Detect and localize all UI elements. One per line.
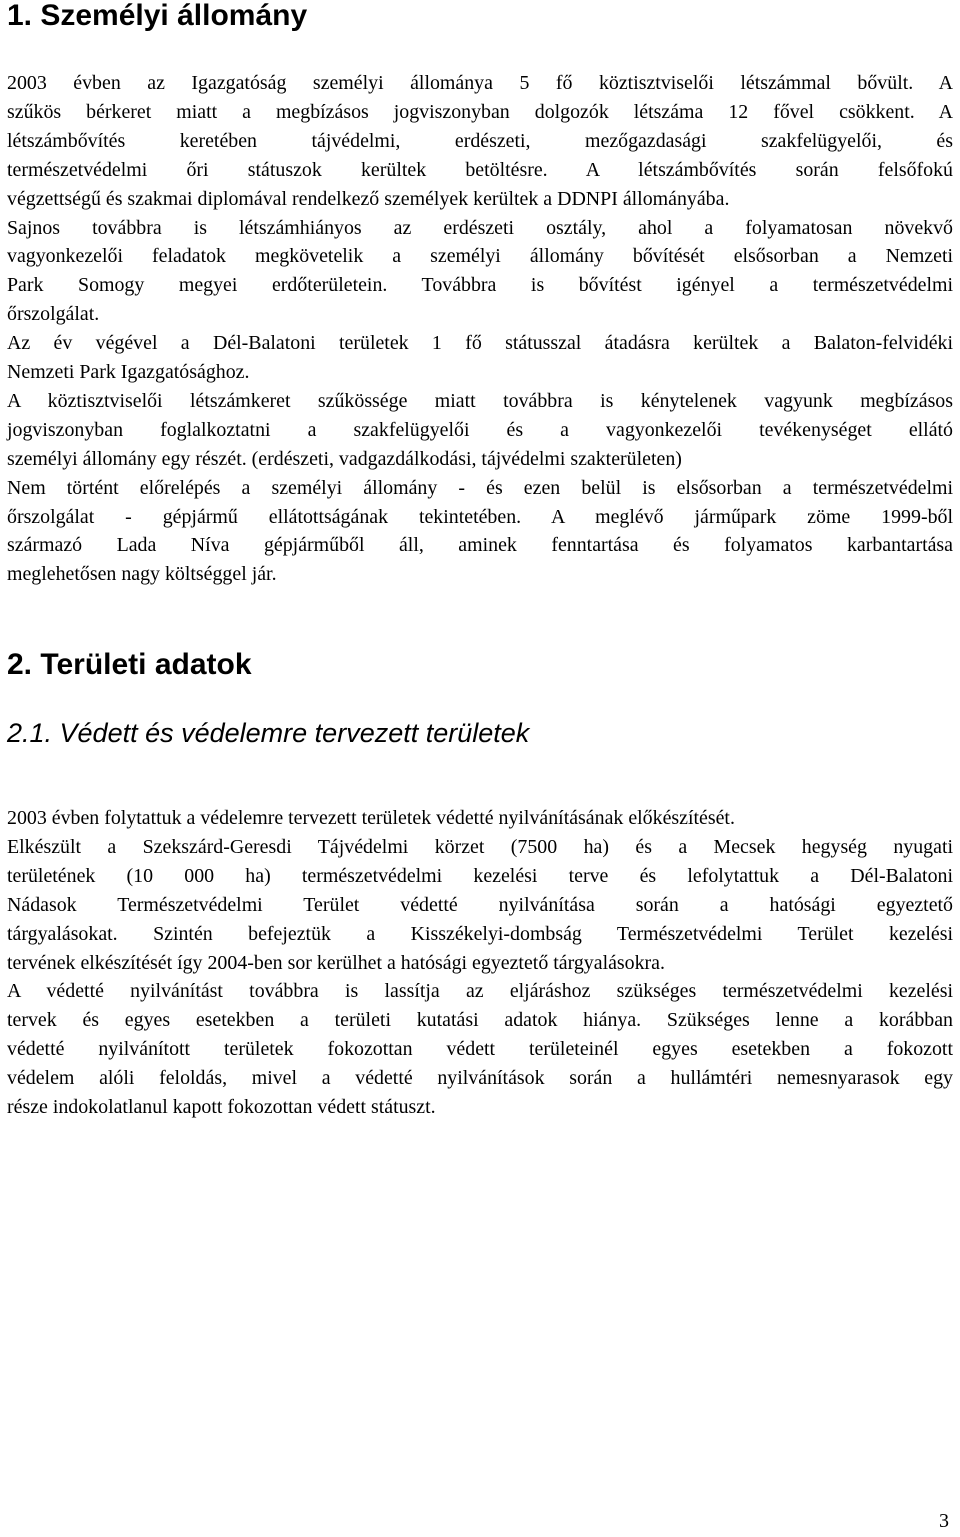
text-line: Park Somogy megyei erdőterületein. Továbbra is bővítést igényel a természetvédelmi [7,274,953,297]
section-1-heading: 1. Személyi állomány [7,0,308,32]
text-line: védetté nyilvánított területek fokozottan védett területeinél egyes esetekben a fokozott [7,1038,953,1061]
text-line: védelem alóli feloldás, mivel a védetté nyilvánítások során a hullámtéri nemesnyarasok egy [7,1067,953,1090]
text-line: része indokolatlanul kapott fokozottan védett státuszt. [7,1096,436,1118]
text-line: származó Lada Níva gépjárműből áll, aminek fenntartása és folyamatos karbantartása [7,534,953,557]
text-line: végzettségű és szakmai diplomával rendelkező személyek kerültek a DDNPI állományába. [7,187,730,210]
text-line: Az év végével a Dél-Balatoni területek 1 fő státusszal átadásra kerültek a Balaton-felvidéki [7,332,953,355]
text-line: személyi állomány egy részét. (erdészeti, vadgazdálkodási, tájvédelmi szakterületen) [7,447,682,470]
text-line: jogviszonyban foglalkoztatni a szakfelügyelői és a vagyonkezelői tevékenységet ellátó [7,418,953,441]
section-2-1-heading: 2.1. Védett és védelemre tervezett területek [7,718,530,748]
text-line: őrszolgálat - gépjármű ellátottságának tekintetében. A meglévő járműpark zöme 1999-ből [7,505,953,528]
text-line: 2003 évben folytattuk a védelemre tervezett területek védetté nyilvánításának előkészítését. [7,807,735,829]
text-line: vagyonkezelői feladatok megkövetelik a személyi állomány bővítését elsősorban a Nemzeti [7,245,953,268]
text-line: tervének elkészítését így 2004-ben sor kerülhet a hatósági egyeztető tárgyalásokra. [7,951,665,974]
text-line: Nem történt előrelépés a személyi állomány - és ezen belül is elsősorban a természetvédelmi [7,476,953,499]
text-line: tárgyalásokat. Szintén befejeztük a Kisszékelyi-dombság Természetvédelmi Terület kezelési [7,922,953,945]
text-line: őrszolgálat. [7,303,100,326]
page-number: 3 [939,1510,949,1532]
text-line: létszámbővítés keretében tájvédelmi, erdészeti, mezőgazdasági szakfelügyelői, és [7,129,953,152]
text-line: területének (10 000 ha) természetvédelmi kezelési terve és lefolytattuk a Dél-Balatoni [7,864,953,887]
text-line: Nádasok Természetvédelmi Terület védetté nyilvánítása során a hatósági egyeztető [7,893,953,916]
text-line: tervek és egyes esetekben a területi kutatási adatok hiánya. Szükséges lenne a korábban [7,1009,953,1032]
text-line: Elkészült a Szekszárd-Geresdi Tájvédelmi körzet (7500 ha) és a Mecsek hegység nyugati [7,835,953,858]
text-line: 2003 évben az Igazgatóság személyi állománya 5 fő köztisztviselői létszámmal bővült. A [7,72,953,94]
text-line: természetvédelmi őri státuszok kerültek betöltésre. A létszámbővítés során felsőfokú [7,158,953,181]
text-line: Nemzeti Park Igazgatósághoz. [7,361,250,383]
text-line: A köztisztviselői létszámkeret szűkössége miatt továbbra is kénytelenek vagyunk megbízásos [7,389,953,412]
text-line: A védetté nyilvánítást továbbra is lassítja az eljáráshoz szükséges természetvédelmi kezelési [7,980,953,1003]
text-line: szűkös bérkeret miatt a megbízásos jogviszonyban dolgozók létszáma 12 fővel csökkent. A [7,100,953,123]
section-2-heading: 2. Területi adatok [7,648,252,681]
text-line: meglehetősen nagy költséggel jár. [7,563,277,586]
text-line: Sajnos továbbra is létszámhiányos az erdészeti osztály, ahol a folyamatosan növekvő [7,216,953,239]
